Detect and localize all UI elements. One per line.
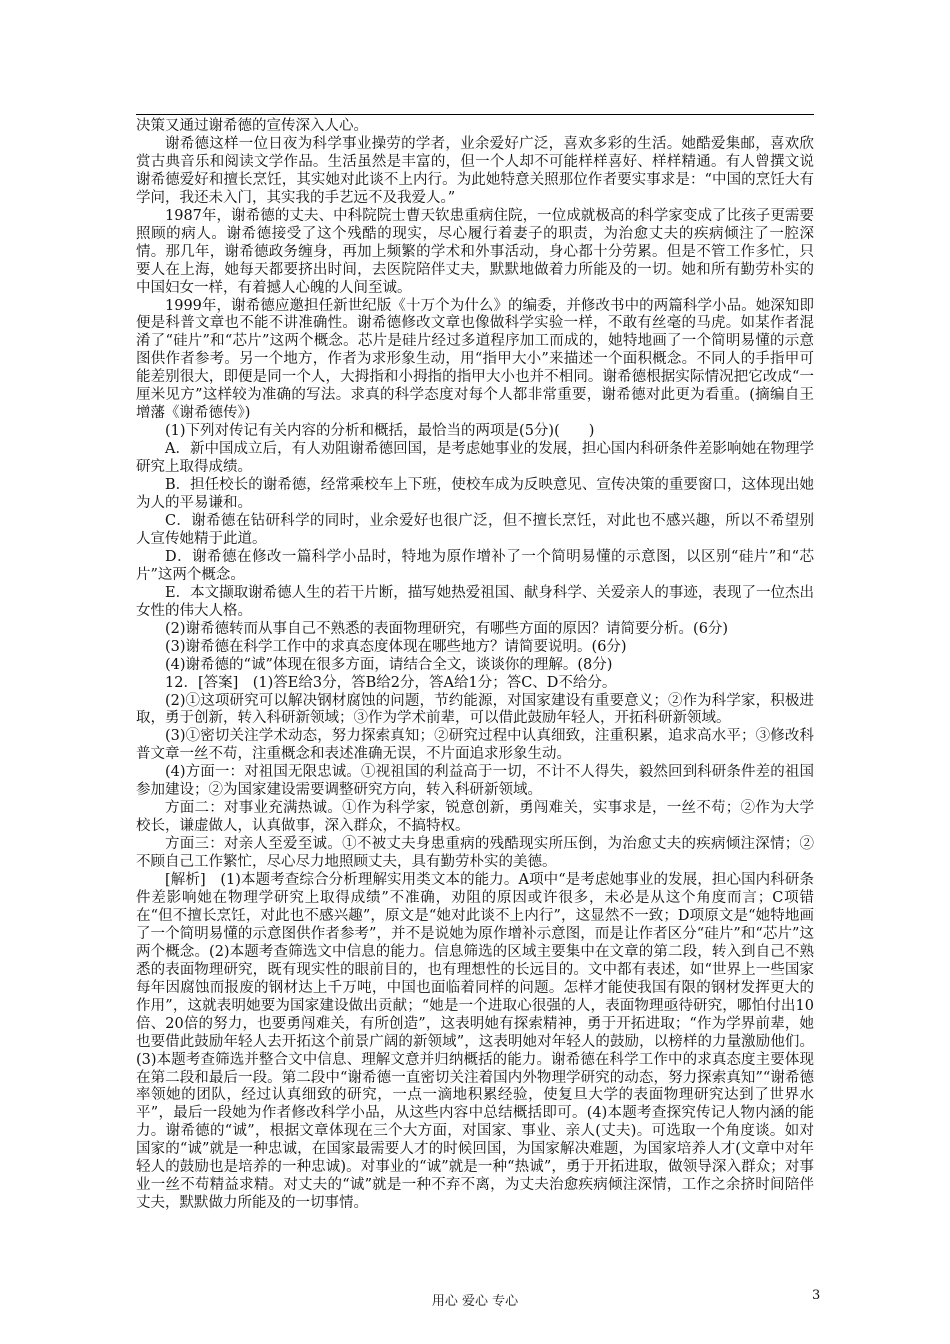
paragraph: (4)方面一：对祖国无限忠诚。①视祖国的利益高于一切，不计不人得失，毅然回到科研条件差的祖国参加建设；②为国家建设需要调整研究方向，转入科研新领域。 xyxy=(136,764,814,799)
paragraph: A．新中国成立后，有人劝阻谢希德回国，是考虑她事业的发展，担心国内科研条件差影响她在物理学研究上取得成绩。 xyxy=(136,441,814,476)
paragraph: 12．[答案] (1)答E给3分，答B给2分，答A给1分；答C、D不给分。 xyxy=(165,674,617,691)
page-number: 3 xyxy=(812,1288,821,1303)
body-text xyxy=(136,118,814,1213)
paragraph: 谢希德这样一位日夜为科学事业操劳的学者，业余爱好广泛，喜欢多彩的生活。她酷爱集邮，喜欢欣赏古典音乐和阅读文学作品。生活虽然是丰富的，但一个人却不可能样样喜好、样样精通。有人曾撰文说谢希德爱好和擅长烹饪，其实她对此谈不上内行。为此她特意关照那位作者要实事求是：“中国的烹饪大有学问，我还未入门，其实我的手艺远不及我爱人。” xyxy=(136,135,814,206)
paragraph: 决策又通过谢希德的宣传深入人心。 xyxy=(136,118,368,134)
paragraph: C．谢希德在钻研科学的同时，业余爱好也很广泛，但不擅长烹饪，对此也不感兴趣，所以不希望别人宣传她精于此道。 xyxy=(136,512,814,547)
paragraph: E．本文撷取谢希德人生的若干片断，描写她热爱祖国、献身科学、关爱亲人的事迹，表现了一位杰出女性的伟大人格。 xyxy=(136,584,814,619)
paragraph: 1999年，谢希德应邀担任新世纪版《十万个为什么》的编委，并修改书中的两篇科学小品。她深知即便是科普文章也不能不讲准确性。谢希德修改文章也像做科学实验一样，不敢有丝毫的马虎。如某作者混淆了“硅片”和“芯片”这两个概念。芯片是硅片经过多道程序加工而成的，她特地画了一个简明易懂的示意图供作者参考。另一个地方，作者为求形象生动，用“指甲大小”来描述一个面积概念。不同人的手指甲可能差别很大，即便是同一个人，大拇指和小拇指的指甲大小也并不相同。谢希德根据实际情况把它改成“一厘米见方”这样较为准确的写法。求真的科学态度对每个人都非常重要，谢希德对此更为看重。(摘编自王增藩《谢希德传》) xyxy=(136,297,814,422)
footer-text: 用心 爱心 专心 xyxy=(431,1294,519,1309)
paragraph: D．谢希德在修改一篇科学小品时，特地为原作增补了一个简明易懂的示意图，以区别“硅片”和“芯片”这两个概念。 xyxy=(136,548,814,583)
paragraph: (1)下列对传记有关内容的分析和概括，最恰当的两项是(5分)( ) xyxy=(165,423,595,440)
paragraph: (3)谢希德在科学工作中的求真态度体现在哪些地方？请简要说明。(6分) xyxy=(165,638,627,655)
paragraph: (3)①密切关注学术动态，努力探索真知；②研究过程中认真细致，注重积累，追求高水平；③修改科普文章一丝不苟，注重概念和表述准确无误，不片面追求形象生动。 xyxy=(136,728,814,763)
paragraph: [解析] (1)本题考查综合分析理解实用类文本的能力。A项中“是考虑她事业的发展，担心国内科研条件差影响她在物理学研究上取得成绩”不准确，劝阻的原因或许很多，未必是从这个角度而言；C项错在“但不擅长烹饪，对此也不感兴趣”，原文是“她对此谈不上内行”，这显然不一致；D项原文是“她特地画了一个简明易懂的示意图供作者参考”，并不是说她为原作增补示意图，而是让作者区分“硅片”和“芯片”这两个概念。(2)本题考查筛选文中信息的能力。信息筛选的区域主要集中在文章的第二段，转入到自己不熟悉的表面物理研究，既有现实性的眼前目的，也有理想性的长远目的。文中都有表述，如“世界上一些国家每年因腐蚀而报废的钢材达上千万吨，中国也面临着同样的问题。怎样才能使我国有限的钢材发挥更大的作用”，这就表明她要为国家建设做出贡献；“她是一个进取心很强的人，表面物理亟待研究，哪怕付出10倍、20倍的努力，也要勇闯难关，有所创造”，这表明她有探索精神，勇于开拓进取；“作为学界前辈，她也要借此鼓励年轻人去开拓这个前景广阔的新领域”，这表明她对年轻人的鼓励，以榜样的力量激励他们。(3)本题考查筛选并整合文中信息、理解文意并归纳概括的能力。谢希德在科学工作中的求真态度主要体现在第二段和最后一段。第二段中“谢希德一直密切关注着国内外物理学研究的动态，努力探索真知”“谢希德率领她的团队，经过认真细致的研究，一点一滴地积累经验，使复旦大学的表面物理研究达到了世界水平”，最后一段她为作者修改科学小品，从这些内容中总结概括即可。(4)本题考查探究传记人物内涵的能力。谢希德的“诚”，根据文章体现在三个大方面，对国家、事业、亲人(丈夫)。可选取一个角度谈。如对国家的“诚”就是一种忠诚，在国家最需要人才的时候回国，为国家解决难题，为国家培养人才(文章中对年轻人的鼓励也是培养的一种忠诚)。对事业的“诚”就是一种“热诚”，勇于开拓进取，做领导深入群众；对事业一丝不苟精益求精。对丈夫的“诚”就是一种不弃不离，为丈夫治愈疾病倾注深情，工作之余挤时间陪伴丈夫，默默做力所能及的一切事情。 xyxy=(136,872,814,1212)
paragraph: (2)谢希德转而从事自己不熟悉的表面物理研究，有哪些方面的原因？请简要分析。(6分) xyxy=(165,620,729,637)
paragraph: 1987年，谢希德的丈夫、中科院院士曹天钦患重病住院，一位成就极高的科学家变成了比孩子更需要照顾的病人。谢希德接受了这个残酷的现实，尽心履行着妻子的职责，为治愈丈夫的疾病倾注了一腔深情。那几年，谢希德政务缠身，再加上频繁的学术和外事活动，身心都十分劳累。但是不管工作多忙，只要人在上海，她每天都要挤出时间，去医院陪伴丈夫，默默地做着力所能及的一切。她和所有勤劳朴实的中国妇女一样，有着撼人心魄的人间至诚。 xyxy=(136,207,814,296)
paragraph: (4)谢希德的“诚”体现在很多方面，请结合全文，谈谈你的理解。(8分) xyxy=(165,656,613,673)
paragraph: 方面二：对事业充满热诚。①作为科学家，锐意创新，勇闯难关，实事求是，一丝不苟；②作为大学校长，谦虚做人，认真做事，深入群众，不搞特权。 xyxy=(136,800,814,835)
paragraph: B．担任校长的谢希德，经常乘校车上下班，使校车成为反映意见、宣传决策的重要窗口，这体现出她为人的平易谦和。 xyxy=(136,477,814,512)
header-rule xyxy=(136,114,814,115)
paragraph: (2)①这项研究可以解决钢材腐蚀的问题，节约能源，对国家建设有重要意义；②作为科学家，积极进取，勇于创新，转入科研新领域；③作为学术前辈，可以借此鼓励年轻人，开拓科研新领域。 xyxy=(136,692,814,727)
paragraph: 方面三：对亲人至爱至诚。①不被丈夫身患重病的残酷现实所压倒，为治愈丈夫的疾病倾注深情；②不顾自己工作繁忙，尽心尽力地照顾丈夫，具有勤劳朴实的美德。 xyxy=(136,836,814,871)
